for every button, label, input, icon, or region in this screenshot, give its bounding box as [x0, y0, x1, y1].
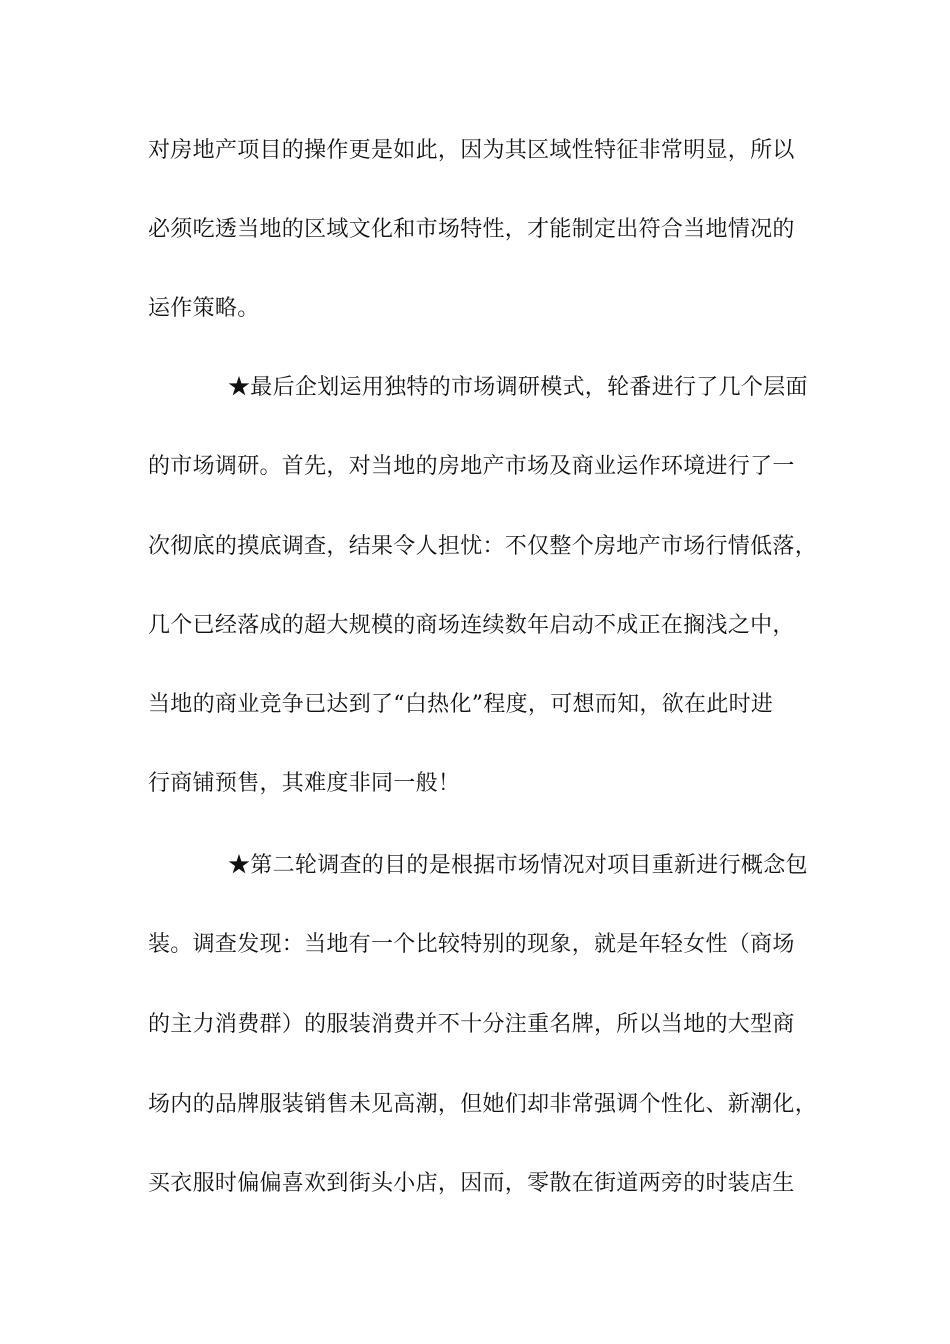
paragraph-1-line-2: 必须吃透当地的区域文化和市场特性，才能制定出符合当地情况的	[148, 217, 795, 242]
paragraph-3-line-1: ★第二轮调查的目的是根据市场情况对项目重新进行概念包	[228, 853, 808, 878]
paragraph-2-line-1: ★最后企划运用独特的市场调研模式，轮番进行了几个层面	[228, 375, 808, 400]
paragraph-3-line-4: 场内的品牌服装销售未见高潮，但她们却非常强调个性化、新潮化，	[148, 1092, 818, 1117]
paragraph-2-line-5: 当地的商业竞争已达到了“白热化”程度，可想而知，欲在此时进	[148, 692, 774, 717]
paragraph-2-line-2: 的市场调研。首先，对当地的房地产市场及商业运作环境进行了一	[148, 454, 795, 479]
paragraph-2-line-4: 几个已经落成的超大规模的商场连续数年启动不成正在搁浅之中，	[148, 613, 795, 638]
paragraph-3-line-2: 装。调查发现：当地有一个比较特别的现象，就是年轻女性（商场	[148, 932, 795, 957]
paragraph-3-line-5: 买衣服时偏偏喜欢到街头小店，因而，零散在街道两旁的时装店生	[148, 1171, 795, 1196]
paragraph-1-line-1: 对房地产项目的操作更是如此，因为其区域性特征非常明显，所以	[148, 138, 795, 163]
paragraph-3-line-3: 的主力消费群）的服装消费并不十分注重名牌，所以当地的大型商	[148, 1012, 795, 1037]
paragraph-1-line-3: 运作策略。	[148, 296, 260, 321]
paragraph-2-line-6: 行商铺预售，其难度非同一般！	[148, 771, 461, 796]
paragraph-2-line-3: 次彻底的摸底调查，结果令人担忧：不仅整个房地产市场行情低落，	[148, 534, 818, 559]
